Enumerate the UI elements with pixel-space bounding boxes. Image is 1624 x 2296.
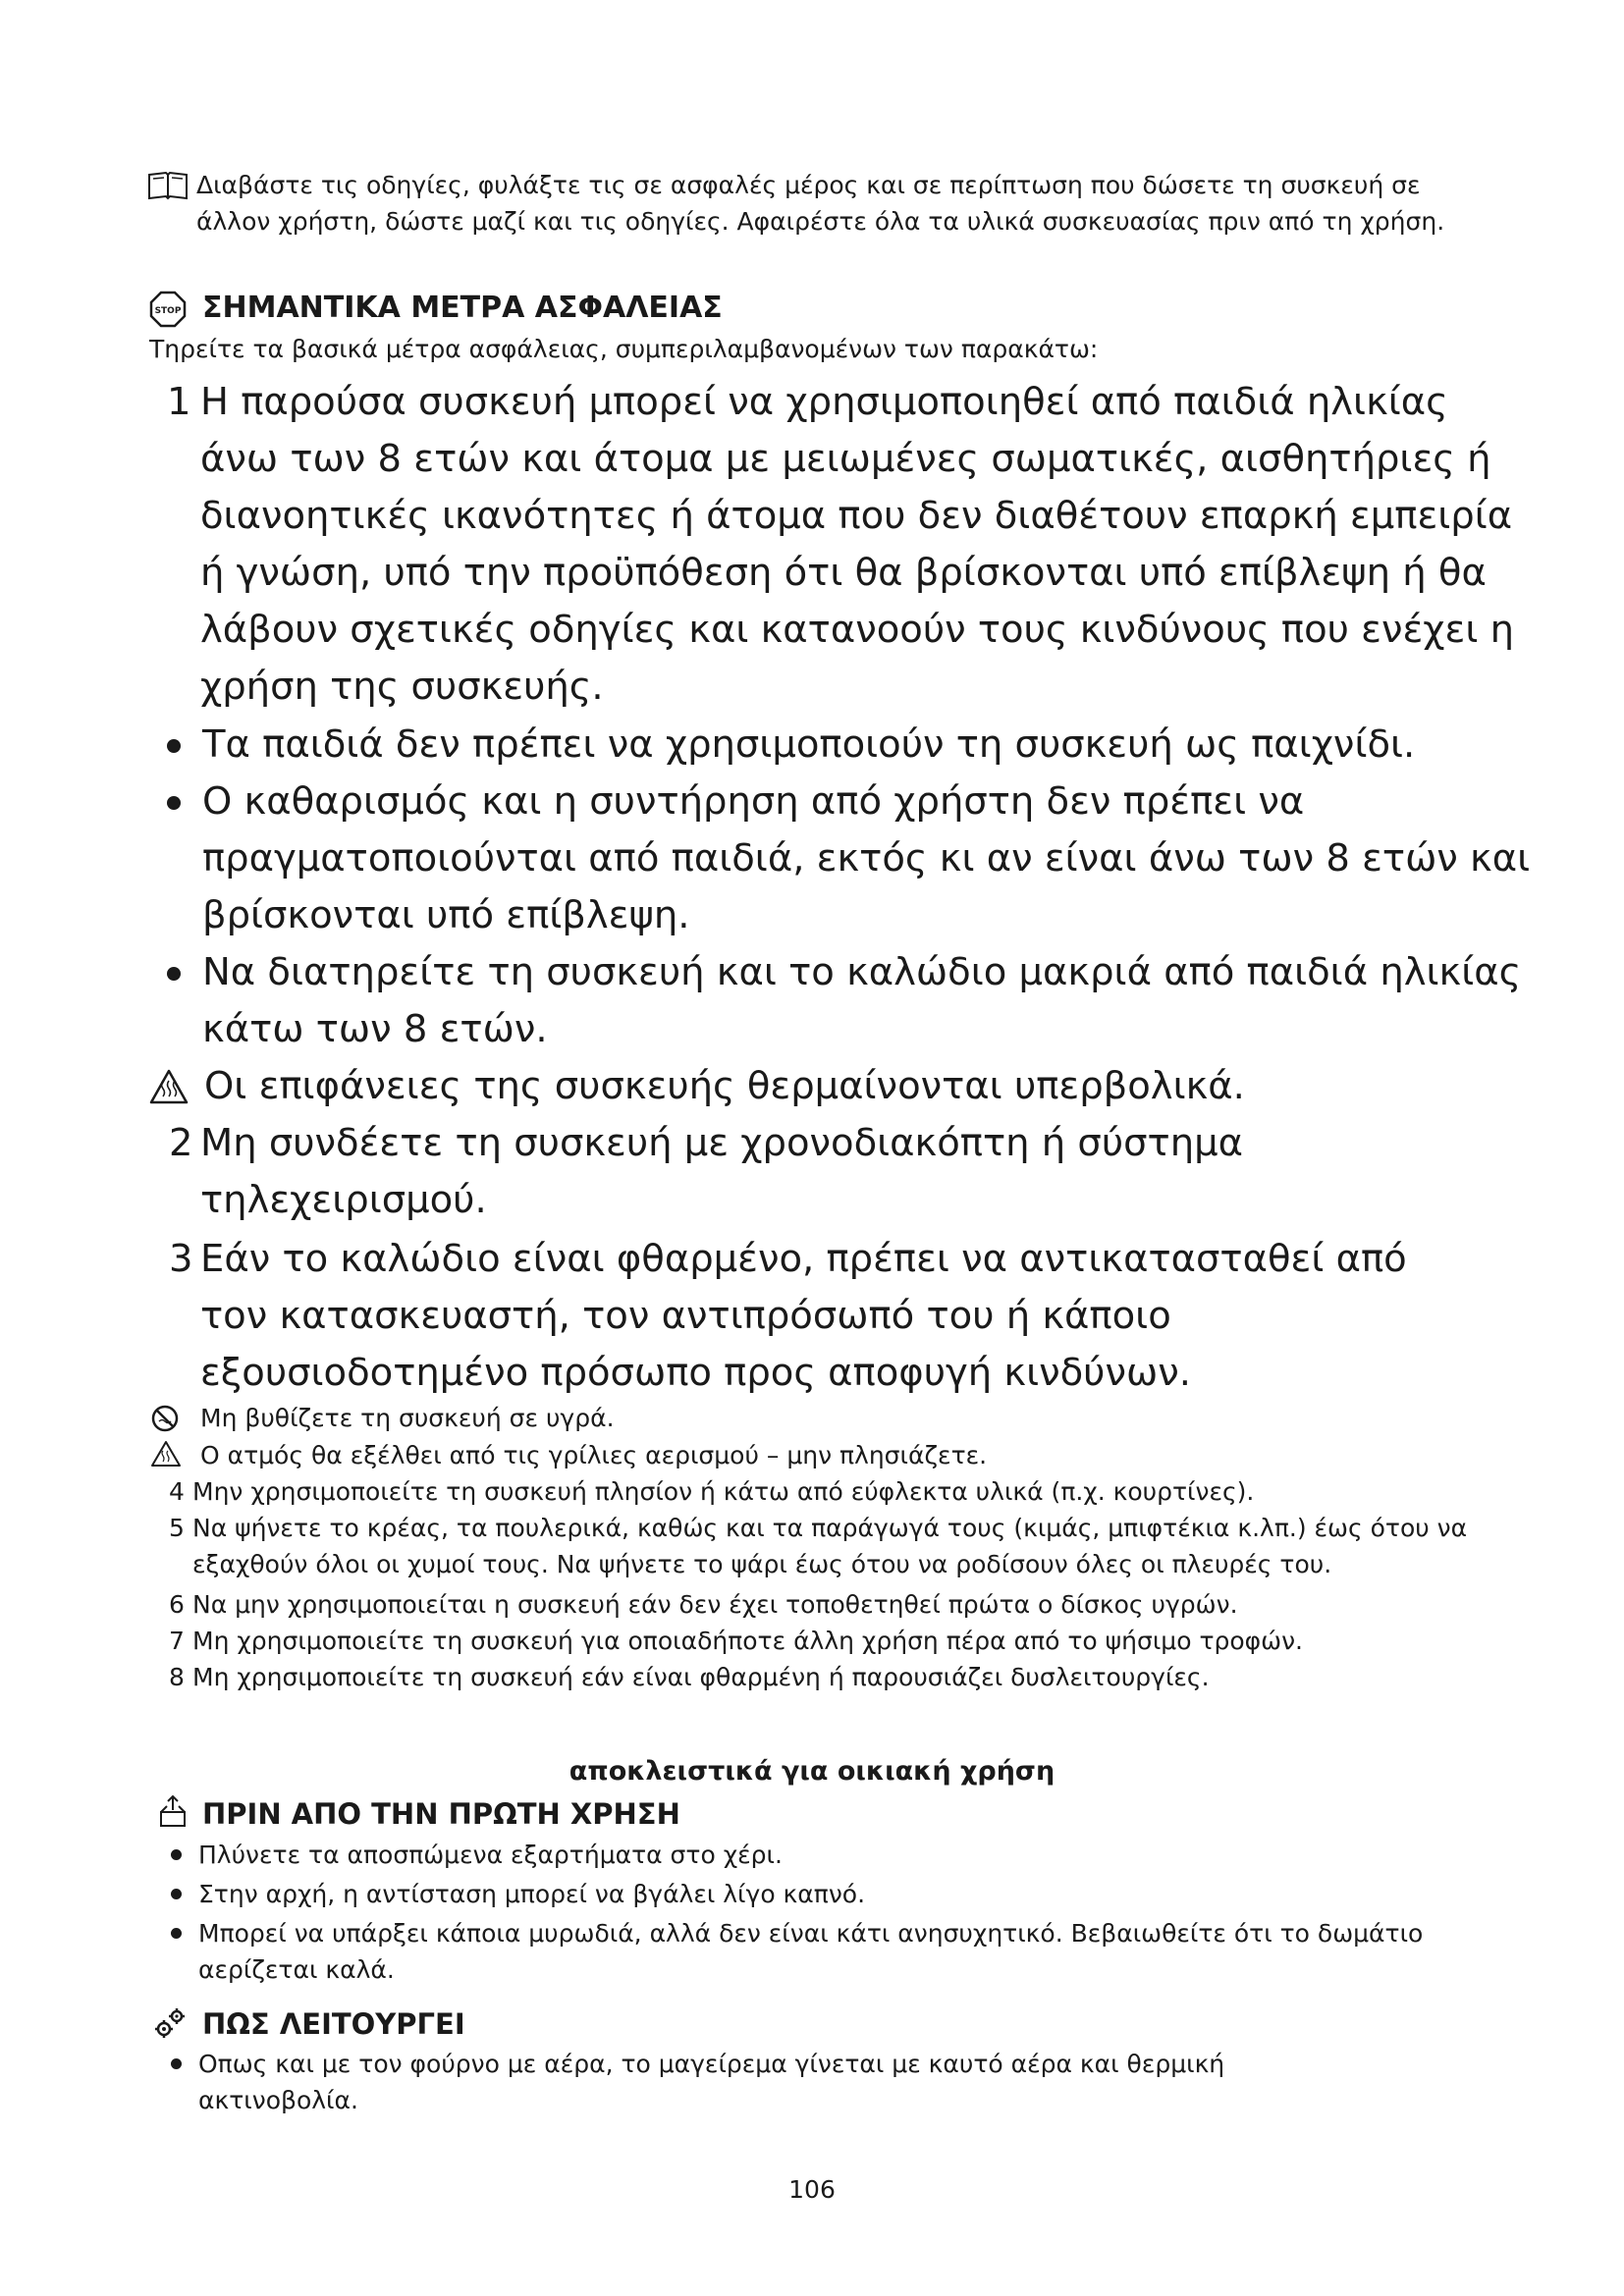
item-text: Εάν το καλώδιο είναι φθαρμένο, πρέπει να αντικατασταθεί από τον κατασκευαστή, τον αντιπρόσωπό του ή κάποιο εξουσιοδοτημένο πρόσωπο προς αποφυγή κινδύνων. [200, 1237, 1407, 1395]
item-number: 2 [169, 1121, 193, 1165]
bullet-text: Οπως και με τον φούρνο με αέρα, το μαγείρεμα γίνεται με καυτό αέρα και θερμική ακτινοβολία. [198, 2050, 1225, 2114]
list-item [167, 944, 1532, 1058]
safety-heading: ΣΗΜΑΝΤΙΚΑ ΜΕΤΡΑ ΑΣΦΑΛΕΙΑΣ [202, 291, 723, 325]
list-item [169, 1876, 1475, 1912]
list-item [169, 1915, 1475, 1988]
intro-text: Διαβάστε τις οδηγίες, φυλάξτε τις σε ασφαλές μέρος και σε περίπτωση που δώσετε τη συσκευή σε άλλον χρήστη, δώστε μαζί και τις οδηγίες. Αφαιρέστε όλα τα υλικά συσκευασίας πριν από τη χρήση. [196, 171, 1445, 236]
bullet-text: Ο καθαρισμός και η συντήρηση από χρήστη δεν πρέπει να πραγματοποιούνται από παιδιά, εκτός κι αν είναι άνω των 8 ετών και βρίσκονται υπό επίβλεψη. [202, 779, 1531, 937]
bullet-icon [171, 1889, 182, 1899]
bullet-icon [171, 2058, 182, 2069]
item-number: 7 [169, 1627, 185, 1655]
item-text: Μην χρησιμοποιείτε τη συσκευή πλησίον ή κάτω από εύφλεκτα υλικά (π.χ. κουρτίνες). [192, 1477, 1255, 1506]
stop-icon [149, 291, 187, 328]
list-item [169, 1473, 1475, 1510]
steam-warning-icon [150, 1440, 182, 1468]
bullet-icon [167, 796, 181, 810]
safety-item-2 [169, 1115, 1524, 1229]
item-number: 3 [169, 1237, 193, 1281]
bullet-icon [167, 967, 181, 981]
steam-warning-text: Ο ατμός θα εξέλθει από τις γρίλιες αερισμού – μην πλησιάζετε. [200, 1441, 988, 1469]
list-item [169, 2046, 1347, 2118]
list-item [167, 717, 1532, 774]
gears-icon [153, 2006, 187, 2040]
how-it-works-heading: ΠΩΣ ΛΕΙΤΟΥΡΓΕΙ [202, 2007, 465, 2041]
safety-subheading: Τηρείτε τα βασικά μέτρα ασφάλειας, συμπεριλαμβανομένων των παρακάτω: [149, 335, 1099, 363]
bullet-icon [171, 1849, 182, 1860]
no-immerse-icon [150, 1404, 180, 1433]
how-it-works-list [169, 2046, 1347, 2118]
book-icon [147, 171, 189, 200]
item-number: 1 [167, 380, 191, 424]
bullet-text: Να διατηρείτε τη συσκευή και το καλώδιο μακριά από παιδιά ηλικίας κάτω των 8 ετών. [202, 950, 1522, 1051]
household-use-note: αποκλειστικά για οικιακή χρήση [568, 1756, 1056, 1787]
safety-item-3 [169, 1231, 1524, 1402]
no-immerse-text: Μη βυθίζετε τη συσκευή σε υγρά. [200, 1404, 615, 1432]
list-item [167, 774, 1532, 944]
stop-icon-label: STOP [154, 306, 182, 316]
list-item [169, 1586, 1475, 1623]
hot-surface-warning-icon [149, 1069, 189, 1104]
before-first-use-heading: ΠΡΙΝ ΑΠΟ ΤΗΝ ΠΡΩΤΗ ΧΡΗΣΗ [202, 1797, 680, 1831]
bullet-text: Πλύνετε τα αποσπώμενα εξαρτήματα στο χέρι. [198, 1841, 783, 1869]
item-text: Να μην χρησιμοποιείται η συσκευή εάν δεν έχει τοποθετηθεί πρώτα ο δίσκος υγρών. [192, 1590, 1238, 1619]
before-first-use-list [169, 1837, 1475, 1988]
item-number: 4 [169, 1477, 185, 1506]
item-text: Μη χρησιμοποιείτε τη συσκευή για οποιαδήποτε άλλη χρήση πέρα από το ψήσιμο τροφών. [192, 1627, 1303, 1655]
safety-items-small [169, 1473, 1475, 1695]
list-item [169, 1659, 1475, 1695]
bullet-icon [171, 1928, 182, 1939]
list-item [169, 1510, 1475, 1582]
bullet-text: Μπορεί να υπάρξει κάποια μυρωδιά, αλλά δεν είναι κάτι ανησυχητικό. Βεβαιωθείτε ότι το δωμάτιο αερίζεται καλά. [198, 1919, 1424, 1984]
item-text: Μη συνδέετε τη συσκευή με χρονοδιακόπτη ή σύστημα τηλεχειρισμού. [200, 1121, 1243, 1222]
item-number: 5 [169, 1514, 185, 1542]
hot-warning-text: Οι επιφάνειες της συσκευής θερμαίνονται υπερβολικά. [204, 1064, 1245, 1108]
item-text: Η παρούσα συσκευή μπορεί να χρησιμοποιηθεί από παιδιά ηλικίας άνω των 8 ετών και άτομα με μειωμένες σωματικές, αισθητήριες ή διανοητικές ικανότητες ή άτομα που δεν διαθέτουν επαρκή εμπειρία ή γνώση, υπό την προϋπόθεση ότι θα βρίσκονται υπό επίβλεψη ή θα λάβουν σχετικές οδηγίες και κατανοούν τους κινδύνους που ενέχει η χρήση της συσκευής. [200, 380, 1515, 709]
bullet-text: Τα παιδιά δεν πρέπει να χρησιμοποιούν τη συσκευή ως παιχνίδι. [202, 722, 1416, 767]
item-text: Να ψήνετε το κρέας, τα πουλερικά, καθώς και τα παράγωγά τους (κιμάς, μπιφτέκια κ.λπ.) έως ότου να εξαχθούν όλοι οι χυμοί τους. Να ψήνετε το ψάρι έως ότου να ροδίσουν όλες οι πλευρές του. [192, 1514, 1468, 1578]
item-number: 6 [169, 1590, 185, 1619]
page-number: 106 [788, 2175, 836, 2204]
bullet-icon [167, 739, 181, 753]
unpack-box-icon [157, 1794, 189, 1828]
list-item [169, 1837, 1475, 1873]
safety-item-1 [167, 374, 1522, 716]
item-text: Μη χρησιμοποιείτε τη συσκευή εάν είναι φθαρμένη ή παρουσιάζει δυσλειτουργίες. [192, 1663, 1210, 1691]
bullet-text: Στην αρχή, η αντίσταση μπορεί να βγάλει λίγο καπνό. [198, 1880, 866, 1908]
list-item [169, 1623, 1475, 1659]
safety-bullets-large [167, 717, 1532, 1058]
item-number: 8 [169, 1663, 185, 1691]
